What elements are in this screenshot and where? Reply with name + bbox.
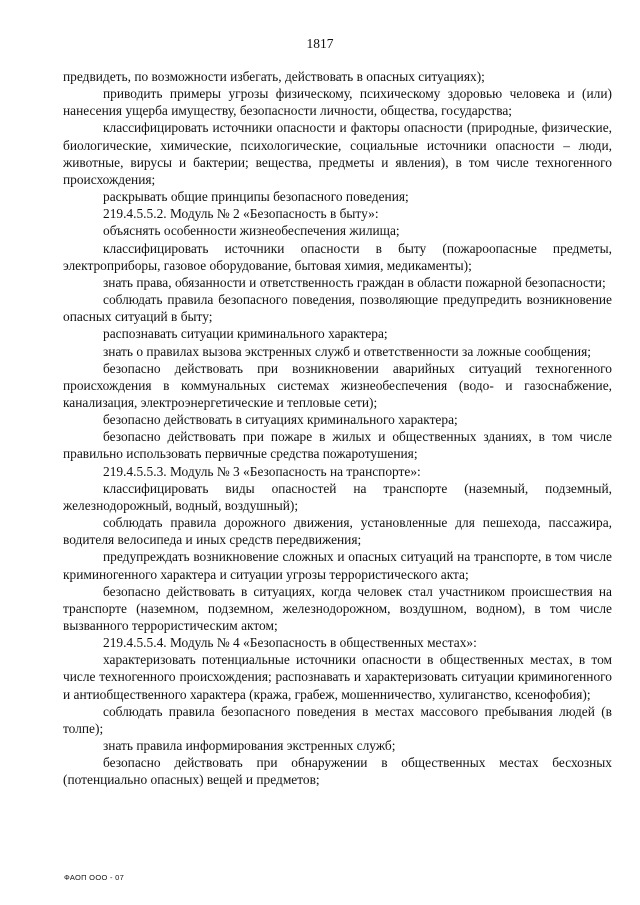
paragraph: приводить примеры угрозы физическому, психическому здоровью человека и (или) нанесения ущерба имуществу, безопасности личности, общества, государства; xyxy=(63,86,612,119)
paragraph: безопасно действовать в ситуациях криминального характера; xyxy=(103,412,458,428)
paragraph: знать права, обязанности и ответственность граждан в области пожарной безопасности; xyxy=(103,274,606,290)
paragraph: раскрывать общие принципы безопасного поведения; xyxy=(103,189,409,205)
paragraph: классифицировать источники опасности и факторы опасности (природные, физические, биологические, химические, психологические, социальные источники опасности – люди, животные, вирусы и бактерии; вещества, предметы и явления), в том числе техногенного происхождения; xyxy=(63,120,612,187)
paragraph: классифицировать источники опасности в быту (пожароопасные предметы, электроприборы, газовое оборудование, бытовая химия, медикаменты); xyxy=(63,240,612,273)
paragraph: распознавать ситуации криминального характера; xyxy=(103,326,388,342)
paragraph: знать о правилах вызова экстренных служб и ответственности за ложные сообщения; xyxy=(103,343,591,359)
paragraph: характеризовать потенциальные источники опасности в общественных местах, в том числе техногенного происхождения; распознавать и характеризовать ситуации криминогенного и антиобщественного характера (кража, грабеж, мошенничество, хулиганство, ксенофобия); xyxy=(63,652,612,702)
paragraph: объяснять особенности жизнеобеспечения жилища; xyxy=(103,223,400,239)
paragraph: предупреждать возникновение сложных и опасных ситуаций на транспорте, в том числе криминогенного характера и ситуации угрозы террористического акта; xyxy=(63,549,612,582)
section-heading: 219.4.5.5.4. Модуль № 4 «Безопасность в общественных местах»: xyxy=(103,635,477,651)
paragraph: предвидеть, по возможности избегать, действовать в опасных ситуациях); xyxy=(63,69,485,84)
paragraph: безопасно действовать при обнаружении в общественных местах бесхозных (потенциально опасных) вещей и предметов; xyxy=(63,755,612,788)
paragraph: безопасно действовать при возникновении аварийных ситуаций техногенного происхождения в коммунальных системах жизнеобеспечения (водо- и газоснабжение, канализация, электроэнергетические и тепловые сети); xyxy=(63,360,612,410)
paragraph: безопасно действовать в ситуациях, когда человек стал участником происшествия на транспорте (наземном, подземном, железнодорожном, воздушном, водном), в том числе вызванного террористическим актом; xyxy=(63,583,612,633)
paragraph: безопасно действовать при пожаре в жилых и общественных зданиях, в том числе правильно использовать первичные средства пожаротушения; xyxy=(63,429,612,462)
paragraph: соблюдать правила дорожного движения, установленные для пешехода, пассажира, водителя велосипеда и иных средств передвижения; xyxy=(63,515,612,548)
section-heading: 219.4.5.5.3. Модуль № 3 «Безопасность на транспорте»: xyxy=(103,463,421,479)
page-number: 1817 xyxy=(306,36,334,51)
paragraph: классифицировать виды опасностей на транспорте (наземный, подземный, железнодорожный, водный, воздушный); xyxy=(63,480,612,513)
document-footer-code: ФАОП ООО - 07 xyxy=(64,873,125,882)
document-body xyxy=(63,68,612,789)
paragraph: соблюдать правила безопасного поведения в местах массового пребывания людей (в толпе); xyxy=(63,703,612,736)
section-heading: 219.4.5.5.2. Модуль № 2 «Безопасность в быту»: xyxy=(103,206,379,222)
paragraph: знать правила информирования экстренных служб; xyxy=(103,738,396,754)
paragraph: соблюдать правила безопасного поведения, позволяющие предупредить возникновение опасных ситуаций в быту; xyxy=(63,292,612,325)
